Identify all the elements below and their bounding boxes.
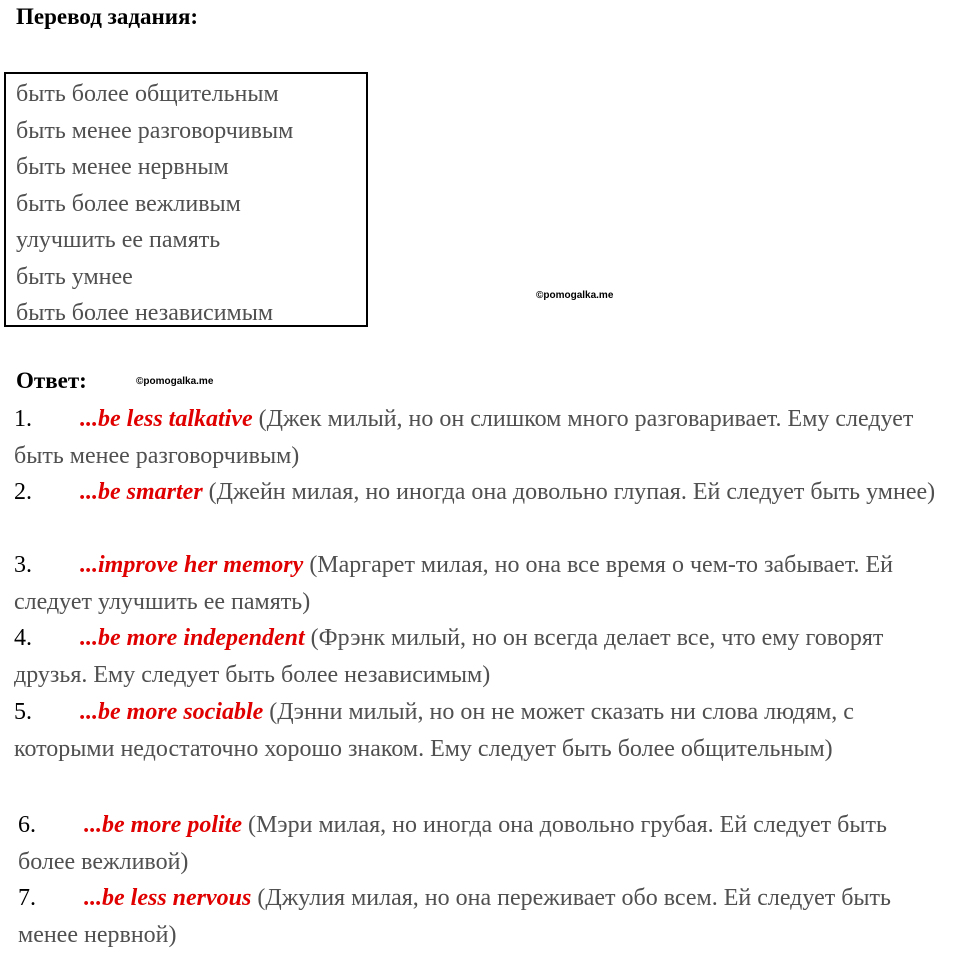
answer-item bbox=[14, 547, 944, 620]
translation-line: быть более общительным bbox=[16, 81, 279, 107]
answer-phrase: ...be more sociable bbox=[80, 699, 264, 725]
answer-number: 7. bbox=[18, 885, 36, 911]
answer-phrase: ...be more polite bbox=[84, 812, 242, 838]
translation-line: быть более вежливым bbox=[16, 190, 241, 217]
answer-number: 1. bbox=[14, 406, 32, 432]
translation-line: быть менее разговорчивым bbox=[16, 117, 294, 144]
translation-line: быть менее нервным bbox=[16, 154, 229, 180]
answer-number: 5. bbox=[14, 699, 32, 725]
answer-number: 6. bbox=[18, 812, 36, 838]
answer-explanation: (Джейн милая, но иногда она довольно глупая. Ей следует быть умнее) bbox=[208, 479, 936, 505]
answer-number: 2. bbox=[14, 479, 32, 505]
task-heading: Перевод задания: bbox=[16, 4, 199, 29]
answer-item bbox=[14, 401, 944, 474]
answer-explanation: (Джулия милая, но она переживает обо всем. Ей следует быть менее нервной) bbox=[18, 885, 891, 948]
watermark: ©pomogalka.me bbox=[136, 376, 214, 387]
answer-phrase: ...be smarter bbox=[80, 479, 203, 505]
answer-phrase: ...be less nervous bbox=[84, 885, 252, 911]
watermark: ©pomogalka.me bbox=[536, 290, 614, 301]
answer-phrase: ...be less talkative bbox=[80, 406, 253, 432]
answer-item bbox=[14, 474, 944, 511]
translation-line: быть умнее bbox=[16, 263, 133, 290]
answer-phrase: ...be more independent bbox=[80, 625, 305, 651]
translation-line: улучшить ее память bbox=[16, 227, 221, 253]
answer-explanation: (Фрэнк милый, но он всегда делает все, что ему говорят друзья. Ему следует быть более независимым) bbox=[14, 625, 884, 688]
answer-heading: Ответ: bbox=[16, 368, 87, 393]
answer-item bbox=[18, 880, 948, 953]
answer-explanation: (Маргарет милая, но она все время о чем-то забывает. Ей следует улучшить ее память) bbox=[14, 552, 894, 615]
answer-item bbox=[14, 620, 944, 693]
answer-item bbox=[18, 807, 948, 880]
answer-number: 3. bbox=[14, 552, 32, 578]
answer-explanation: (Дэнни милый, но он не может сказать ни слова людям, с которыми недостаточно хорошо знаком. Ему следует быть более общительным) bbox=[14, 699, 854, 762]
translation-box bbox=[4, 72, 368, 327]
answer-explanation: (Мэри милая, но иногда она довольно грубая. Ей следует быть более вежливой) bbox=[18, 812, 887, 875]
answer-phrase: ...improve her memory bbox=[80, 552, 304, 578]
translation-line: быть более независимым bbox=[16, 300, 274, 326]
answer-explanation: (Джек милый, но он слишком много разговаривает. Ему следует быть менее разговорчивым) bbox=[14, 406, 914, 469]
answer-item bbox=[14, 694, 944, 767]
answer-number: 4. bbox=[14, 625, 32, 651]
